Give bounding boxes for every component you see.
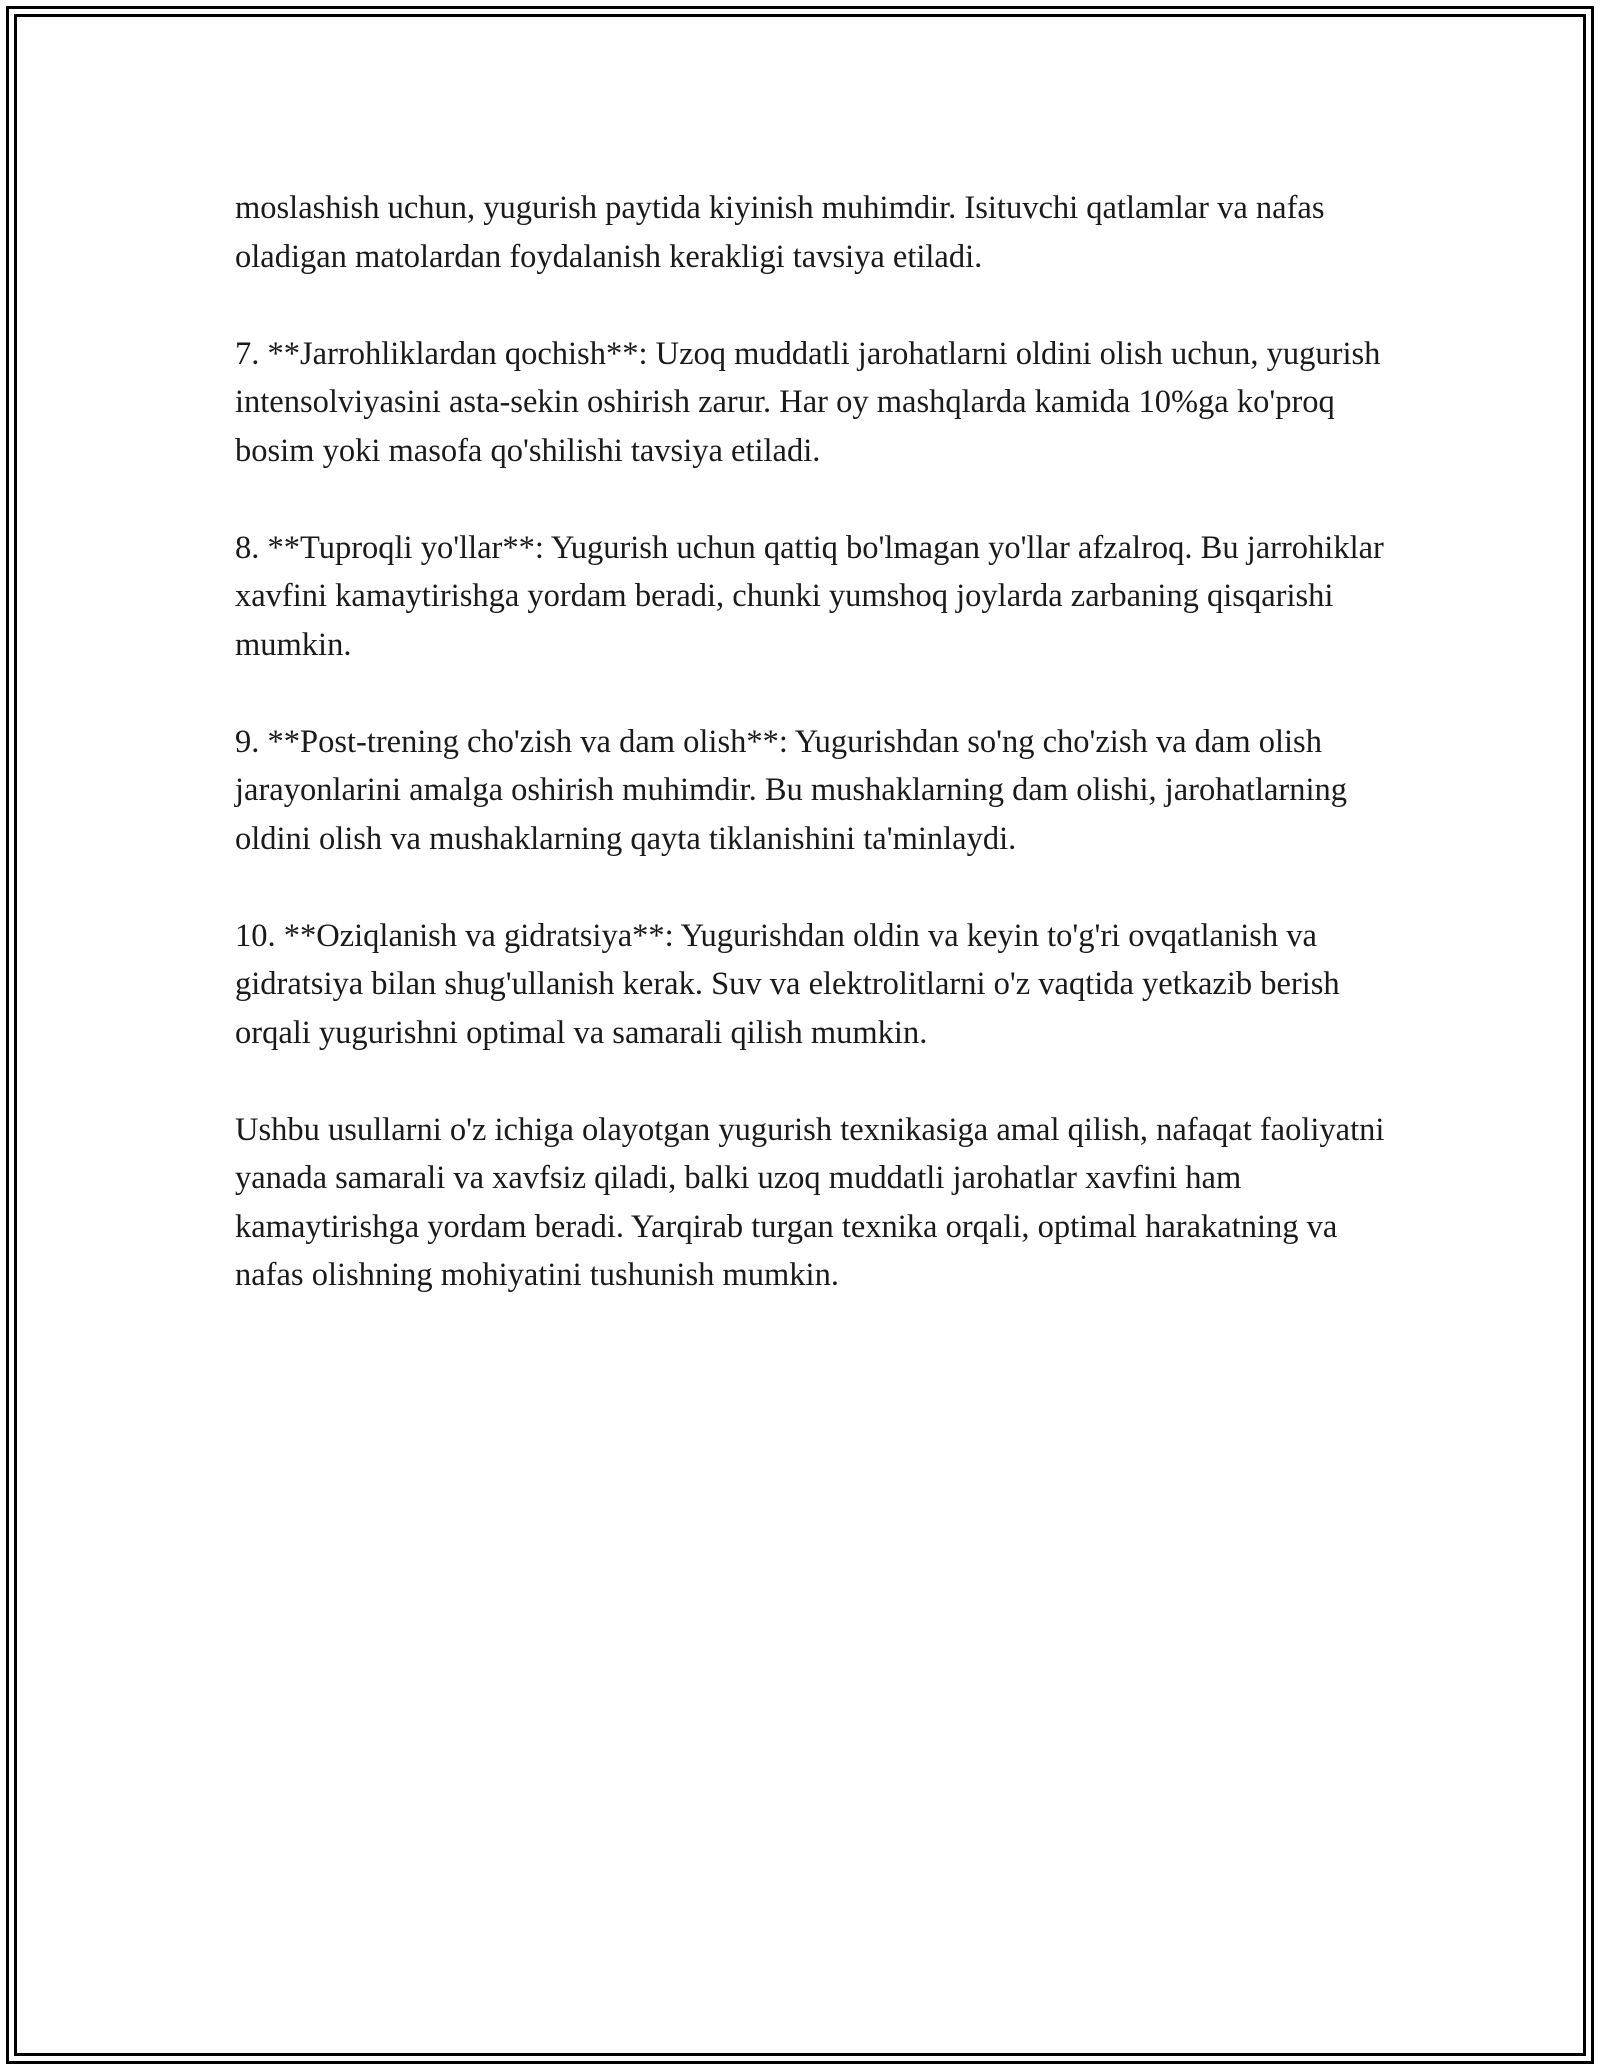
list-item-9: 9. **Post-trening cho'zish va dam olish**: Yugurishdan so'ng cho'zish va dam olish jarayonlarini amalga oshirish muhimdir. Bu mushaklarning dam olishi, jarohatlarning oldini olish va mushaklarning qayta tiklanishini ta'minlaydi.: [235, 723, 1348, 857]
list-item-7: 7. **Jarrohliklardan qochish**: Uzoq muddatli jarohatlarni oldini olish uchun, yugurish intensolviyasini asta-sekin oshirish zarur. Har oy mashqlarda kamida 10%ga ko'proq bosim yoki masofa qo'shilishi tavsiya etiladi.: [235, 335, 1381, 469]
document-body: [235, 184, 1385, 1300]
paragraph-continuation: moslashish uchun, yugurish paytida kiyinish muhimdir. Isituvchi qatlamlar va nafas oladigan matolardan foydalanish kerakligi tavsiya etiladi.: [235, 190, 1325, 275]
list-item-10: 10. **Oziqlanish va gidratsiya**: Yugurishdan oldin va keyin to'g'ri ovqatlanish va gidratsiya bilan shug'ullanish kerak. Suv va elektrolitlarni o'z vaqtida yetkazib berish orqali yugurishni optimal va samarali qilish mumkin.: [235, 917, 1340, 1051]
conclusion-paragraph: Ushbu usullarni o'z ichiga olayotgan yugurish texnikasiga amal qilish, nafaqat faoliyatni yanada samarali va xavfsiz qiladi, balki uzoq muddatli jarohatlar xavfini ham kamaytirishga yordam beradi. Yarqirab turgan texnika orqali, optimal harakatning va nafas olishning mohiyatini tushunish mumkin.: [235, 1111, 1385, 1293]
list-item-8: 8. **Tuproqli yo'llar**: Yugurish uchun qattiq bo'lmagan yo'llar afzalroq. Bu jarrohiklar xavfini kamaytirishga yordam beradi, chunki yumshoq joylarda zarbaning qisqarishi mumkin.: [235, 529, 1384, 663]
